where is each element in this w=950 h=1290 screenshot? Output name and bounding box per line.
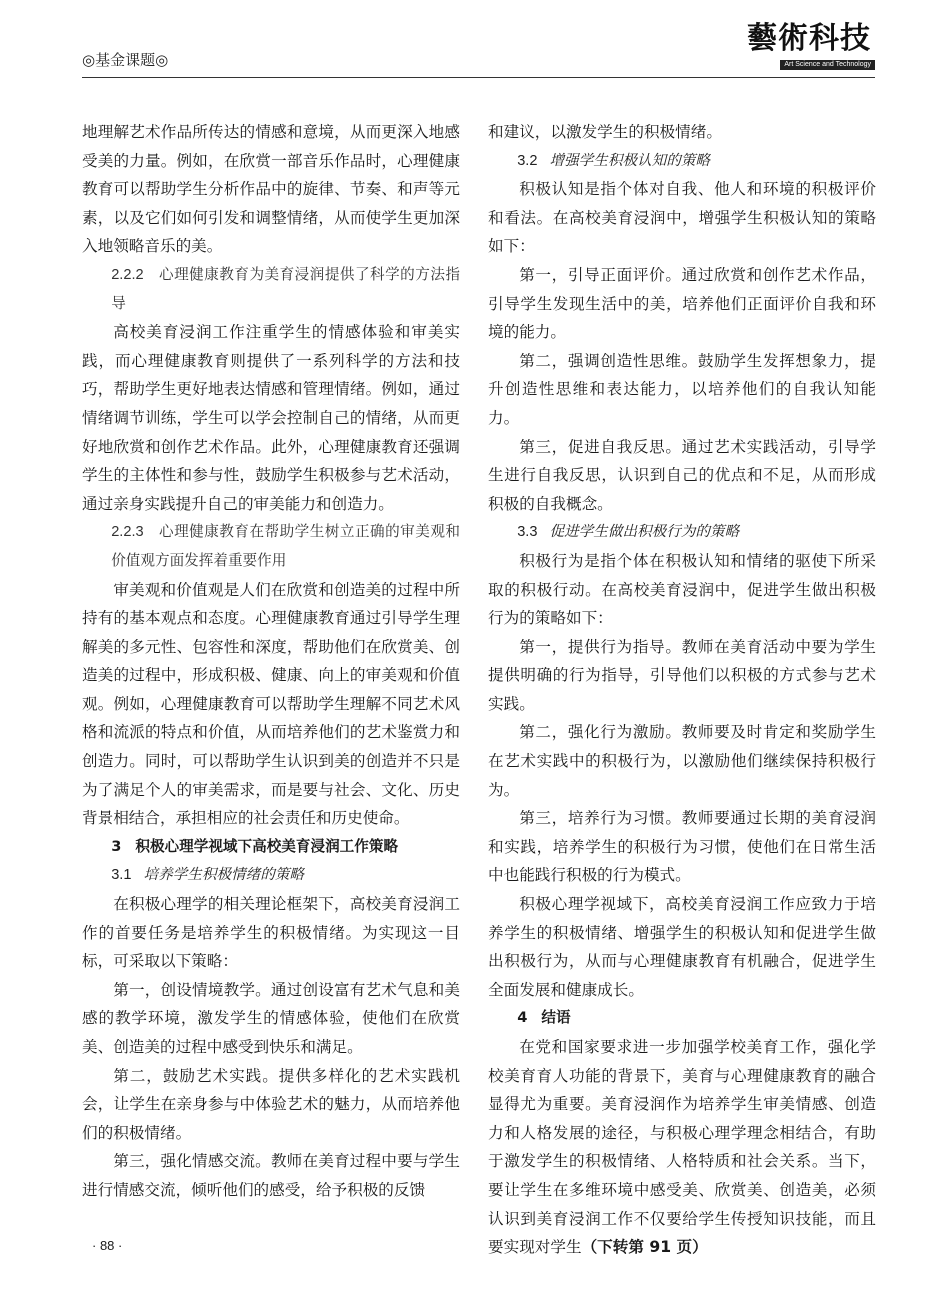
heading-text: 积极心理学视域下高校美育浸润工作策略 [135, 837, 399, 855]
journal-logo-subtitle: Art Science and Technology [780, 60, 875, 70]
paragraph: 第一，引导正面评价。通过欣赏和创作艺术作品，引导学生发现生活中的美，培养他们正面评价自我和环境的能力。 [488, 265, 876, 342]
heading-number: 3.2 [517, 152, 538, 169]
paragraph: 第三，培养行为习惯。教师要通过长期的美育浸润和实践，培养学生的积极行为习惯，使他们在日常生活中也能践行积极的行为模式。 [488, 809, 876, 885]
paragraph: 第一，创设情境教学。通过创设富有艺术气息和美感的教学环境，激发学生的情感体验，使他们在欣赏美、创造美的过程中感受到快乐和满足。 [82, 980, 460, 1056]
paragraph: 积极认知是指个体对自我、他人和环境的积极评价和看法。在高校美育浸润中，增强学生积极认知的策略如下： [488, 180, 876, 256]
heading-number: 2.2.2 [111, 266, 144, 283]
heading-number: 3.1 [111, 867, 132, 884]
paragraph-text: 在党和国家要求进一步加强学校美育工作，强化学校美育育人功能的背景下，美育与心理健康教育的融合显得尤为重要。美育浸润作为培养学生审美情感、创造力和人格发展的途径，与积极心理学理念相结合，有助于激发学生的积极情绪、人格特质和社会关系。当下，要让学生在多维环境中感受美、欣赏美、创造美，必须认识到美育浸润工作不仅要给学生传授知识技能，而且要实现对学生 [488, 1038, 876, 1257]
section-heading-4 [488, 1004, 876, 1033]
heading-number: 3 [111, 837, 122, 855]
subsection-heading-3-2 [488, 147, 876, 176]
continued-note: （下转第 91 页） [581, 1238, 708, 1257]
header-divider [82, 77, 875, 78]
running-header [82, 21, 875, 76]
heading-text: 促进学生做出积极行为的策略 [549, 523, 740, 541]
paragraph: 第二，强化行为激励。教师要及时肯定和奖励学生在艺术实践中的积极行为，以激励他们继续保持积极行为。 [488, 723, 876, 799]
paragraph: 高校美育浸润工作注重学生的情感体验和审美实践，而心理健康教育则提供了一系列科学的方法和技巧，帮助学生更好地表达情感和管理情绪。例如，通过情绪调节训练，学生可以学会控制自己的情绪，从而更好地欣赏和创作艺术作品。此外，心理健康教育还强调学生的主体性和参与性，鼓励学生积极参与艺术活动，通过亲身实践提升自己的审美能力和创造力。 [82, 323, 460, 513]
subsection-heading-2-2-3 [82, 518, 460, 575]
paragraph: 审美观和价值观是人们在欣赏和创造美的过程中所持有的基本观点和态度。心理健康教育通过引导学生理解美的多元性、包容性和深度，帮助他们在欣赏美、创造美的过程中，形成积极、健康、向上的审美观和价值观。例如，心理健康教育可以帮助学生理解不同艺术风格和流派的特点和价值，从而培养他们的艺术鉴赏力和创造力。同时，可以帮助学生认识到美的创造并不只是为了满足个人的审美需求，而是要与社会、文化、历史背景相结合，承担相应的社会责任和历史使命。 [82, 580, 460, 828]
paragraph: 积极心理学视域下，高校美育浸润工作应致力于培养学生的积极情绪、增强学生的积极认知和促进学生做出积极行为，从而与心理健康教育有机融合，促进学生全面发展和健康成长。 [488, 895, 876, 999]
paragraph: 第二，强调创造性思维。鼓励学生发挥想象力，提升创造性思维和表达能力，以培养他们的自我认知能力。 [488, 351, 876, 427]
paragraph: 第一，提供行为指导。教师在美育活动中要为学生提供明确的行为指导，引导他们以积极的方式参与艺术实践。 [488, 637, 876, 713]
heading-number: 3.3 [517, 524, 538, 541]
subsection-heading-3-3 [488, 518, 876, 547]
journal-logo [740, 21, 875, 70]
left-column [82, 118, 460, 1205]
heading-text: 心理健康教育在帮助学生树立正确的审美观和价值观方面发挥着重要作用 [111, 523, 460, 569]
heading-text: 增强学生积极认知的策略 [549, 151, 711, 169]
section-heading-3 [82, 833, 460, 862]
paragraph: 在积极心理学的相关理论框架下，高校美育浸润工作的首要任务是培养学生的积极情绪。为实现这一目标，可采取以下策略： [82, 895, 460, 971]
section-tag: ◎基金课题◎ [82, 51, 169, 69]
heading-number: 2.2.3 [111, 524, 144, 541]
right-column [488, 118, 876, 1262]
paragraph: 第三，促进自我反思。通过艺术实践活动，引导学生进行自我反思，认识到自己的优点和不足，从而形成积极的自我概念。 [488, 437, 876, 513]
paragraph [488, 1033, 876, 1262]
subsection-heading-2-2-2 [82, 261, 460, 318]
paragraph: 地理解艺术作品所传达的情感和意境，从而更深入地感受美的力量。例如，在欣赏一部音乐作品时，心理健康教育可以帮助学生分析作品中的旋律、节奏、和声等元素，以及它们如何引发和调整情绪，从而使学生更加深入地领略音乐的美。 [82, 123, 460, 256]
paragraph: 第三，强化情感交流。教师在美育过程中要与学生进行情感交流，倾听他们的感受，给予积极的反馈 [82, 1152, 460, 1199]
heading-text: 心理健康教育为美育浸润提供了科学的方法指导 [111, 265, 460, 312]
heading-text: 培养学生积极情绪的策略 [143, 866, 305, 884]
paragraph: 第二，鼓励艺术实践。提供多样化的艺术实践机会，让学生在亲身参与中体验艺术的魅力，从而培养他们的积极情绪。 [82, 1066, 460, 1142]
subsection-heading-3-1 [82, 861, 460, 890]
journal-logo-title: 藝術科技 [747, 21, 871, 56]
heading-number: 4 [517, 1009, 528, 1027]
paragraph: 和建议，以激发学生的积极情绪。 [488, 123, 722, 141]
page-number: · 88 · [92, 1238, 123, 1253]
heading-text: 结语 [541, 1009, 571, 1027]
paragraph: 积极行为是指个体在积极认知和情绪的驱使下所采取的积极行动。在高校美育浸润中，促进学生做出积极行为的策略如下： [488, 551, 876, 628]
